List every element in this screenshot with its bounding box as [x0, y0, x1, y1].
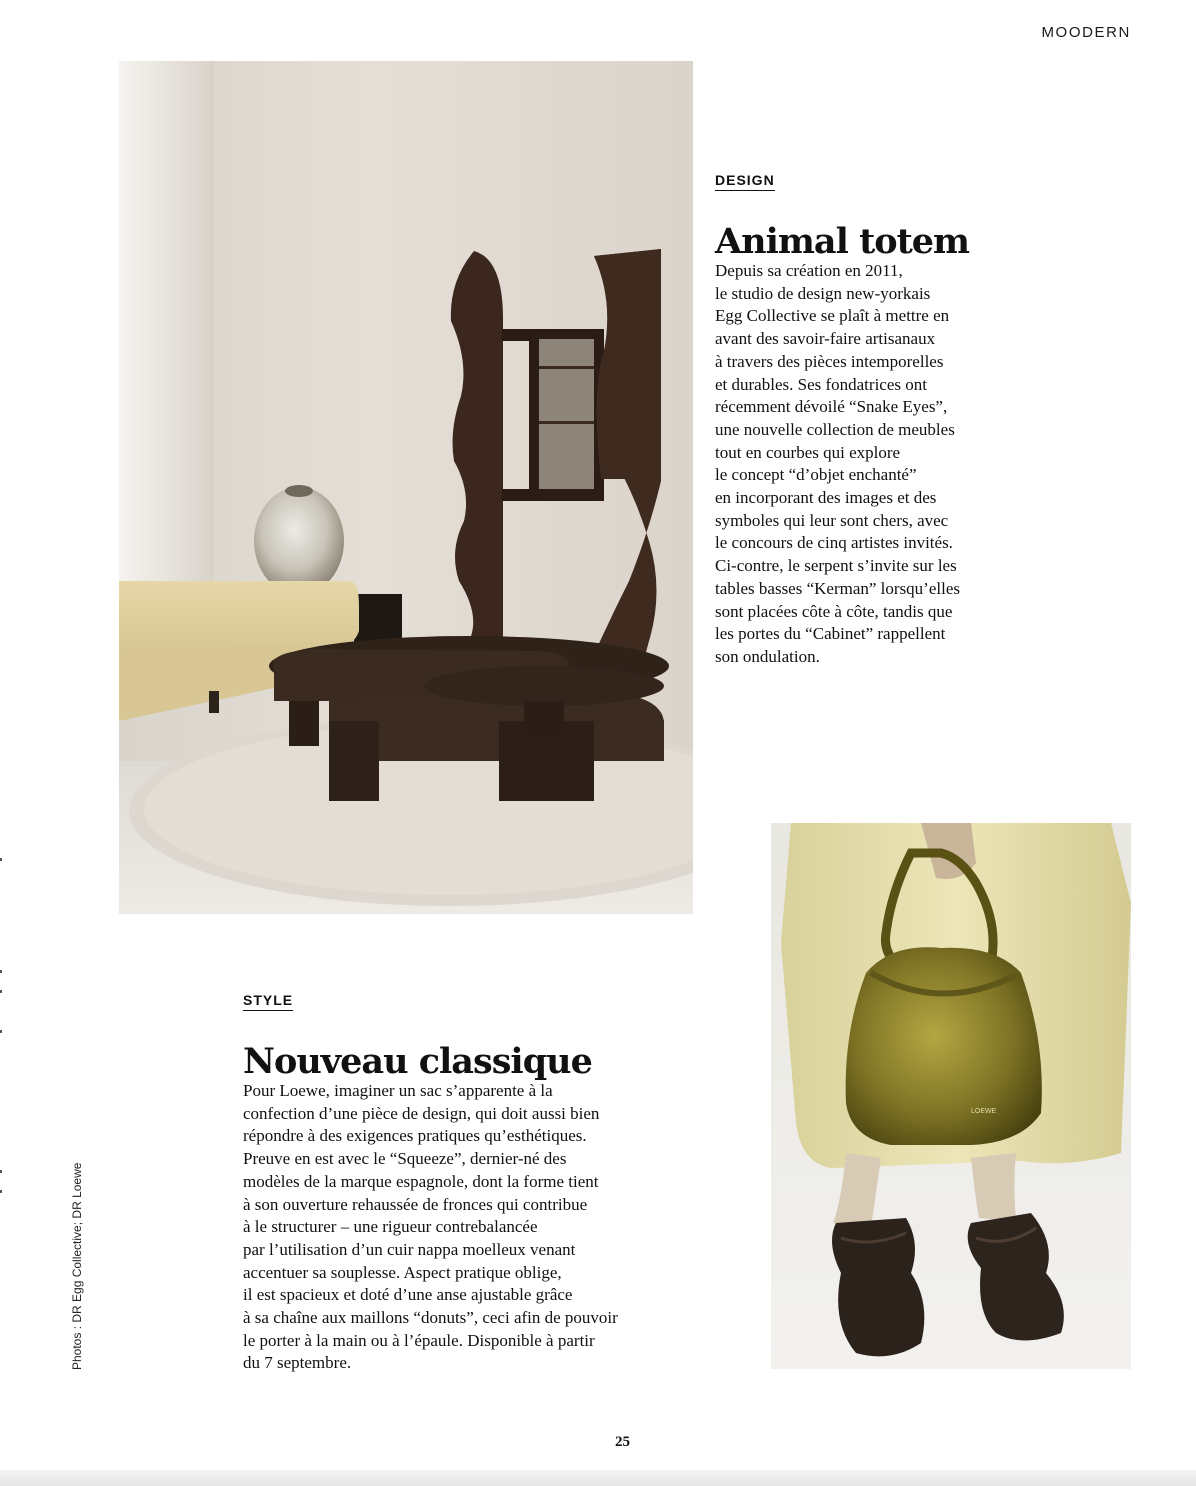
magazine-masthead: MOODERN — [1041, 24, 1131, 41]
body-line: le concours de cinq artistes invités. — [715, 533, 953, 553]
body-line: les portes du “Cabinet” rappellent — [715, 624, 946, 644]
viewer-bottom-edge — [0, 1470, 1196, 1486]
photo-egg-collective-interior — [119, 61, 693, 914]
section-label-design: DESIGN — [715, 172, 775, 191]
body-line: à travers des pièces intemporelles — [715, 351, 944, 371]
body-line: le porter à la main ou à l’épaule. Disponible à partir — [243, 1330, 595, 1350]
body-line: avant des savoir-faire artisanaux — [715, 329, 936, 349]
photo-loewe-squeeze-bag — [771, 823, 1131, 1369]
body-line: le studio de design new-yorkais — [715, 283, 931, 303]
photo-credit: Photos : DR Egg Collective; DR Loewe — [70, 1162, 84, 1370]
body-line: symboles qui leur sont chers, avec — [715, 510, 949, 530]
body-line: en incorporant des images et des — [715, 488, 937, 508]
body-line: du 7 septembre. — [243, 1353, 352, 1373]
body-line: Egg Collective se plaît à mettre en — [715, 306, 950, 326]
article-title-animal-totem: Animal totem — [715, 221, 970, 262]
body-line: et durables. Ses fondatrices ont — [715, 374, 927, 394]
body-line: par l’utilisation d’un cuir nappa moelleux venant — [243, 1239, 576, 1259]
interior-scene-image — [119, 61, 693, 914]
body-line: tout en courbes qui explore — [715, 442, 901, 462]
loewe-bag-image — [771, 823, 1131, 1369]
article-body-design — [715, 260, 960, 669]
body-line: accentuer sa souplesse. Aspect pratique oblige, — [243, 1262, 562, 1282]
body-line: Preuve en est avec le “Squeeze”, dernier-né des — [243, 1149, 567, 1169]
body-line: sont placées côte à côte, tandis que — [715, 601, 953, 621]
body-line: à sa chaîne aux maillons “donuts”, ceci afin de pouvoir — [243, 1308, 618, 1328]
body-line: son ondulation. — [715, 646, 820, 666]
page-number: 25 — [615, 1434, 630, 1450]
body-line: Pour Loewe, imaginer un sac s’apparente à la — [243, 1081, 553, 1100]
body-line: récemment dévoilé “Snake Eyes”, — [715, 397, 948, 417]
body-line: le concept “d’objet enchanté” — [715, 465, 917, 485]
body-line: confection d’une pièce de design, qui doit aussi bien — [243, 1103, 600, 1123]
page-edge-marks — [0, 850, 4, 1200]
section-label-style: STYLE — [243, 992, 293, 1011]
body-line: à le structurer – une rigueur contrebalancée — [243, 1217, 538, 1237]
body-line: une nouvelle collection de meubles — [715, 419, 955, 439]
body-line: répondre à des exigences pratiques qu’esthétiques. — [243, 1126, 587, 1146]
body-line: Ci-contre, le serpent s’invite sur les — [715, 556, 957, 576]
bag-brand-logo: LOEWE — [971, 1108, 997, 1115]
article-title-nouveau-classique: Nouveau classique — [243, 1041, 592, 1082]
body-line: modèles de la marque espagnole, dont la forme tient — [243, 1171, 599, 1191]
body-line: il est spacieux et doté d’une anse ajustable grâce — [243, 1285, 573, 1305]
body-line: tables basses “Kerman” lorsqu’elles — [715, 578, 960, 598]
article-body-style — [243, 1080, 618, 1375]
body-line: Depuis sa création en 2011, — [715, 261, 903, 280]
body-line: à son ouverture rehaussée de fronces qui contribue — [243, 1194, 588, 1214]
